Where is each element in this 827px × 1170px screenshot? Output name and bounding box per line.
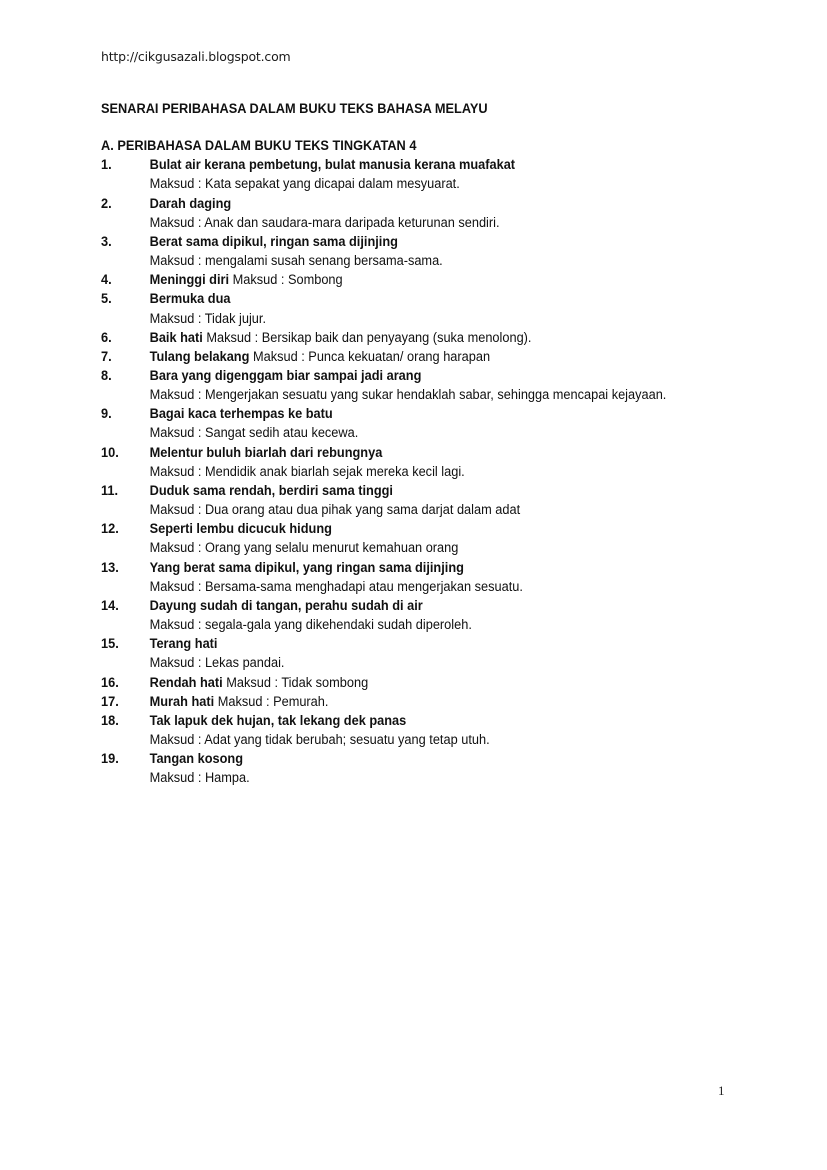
- proverb-phrase: Tak lapuk dek hujan, tak lekang dek panas: [149, 712, 407, 729]
- list-item: [101, 482, 713, 520]
- proverb-phrase: Duduk sama rendah, berdiri sama tinggi: [149, 482, 393, 499]
- proverb-meaning: Maksud : Orang yang selalu menurut kemahuan orang: [149, 540, 459, 557]
- item-body: [150, 520, 713, 558]
- proverb-phrase: Tangan kosong: [149, 751, 244, 768]
- item-number: 12.: [101, 521, 119, 538]
- item-number: 4.: [101, 272, 112, 289]
- document-body: [101, 100, 713, 788]
- item-number: 2.: [101, 195, 112, 212]
- item-number: 18.: [101, 712, 119, 729]
- item-number: 10.: [101, 444, 119, 461]
- item-number: 5.: [101, 291, 112, 308]
- list-item: [101, 195, 713, 233]
- item-body: [150, 405, 713, 443]
- item-body: [150, 635, 713, 673]
- item-body: [150, 482, 713, 520]
- proverb-meaning: Maksud : Mendidik anak biarlah sejak mereka kecil lagi.: [149, 463, 465, 480]
- item-number: 7.: [101, 348, 112, 365]
- list-item: [101, 367, 713, 405]
- proverb-meaning: Maksud : Punca kekuatan/ orang harapan: [252, 348, 491, 365]
- proverb-phrase: Meninggi diri: [149, 272, 230, 289]
- proverb-meaning: Maksud : Sombong: [232, 272, 343, 289]
- proverb-meaning: Maksud : Hampa.: [149, 770, 250, 787]
- list-item: [101, 520, 713, 558]
- item-body: [150, 559, 713, 597]
- proverb-phrase: Dayung sudah di tangan, perahu sudah di air: [149, 597, 423, 614]
- item-body: [150, 693, 713, 712]
- list-item: [101, 405, 713, 443]
- item-number: 15.: [101, 636, 119, 653]
- item-body: [150, 290, 713, 328]
- proverb-phrase: Darah daging: [149, 195, 232, 212]
- item-body: [150, 348, 713, 367]
- proverb-meaning: Maksud : Tidak sombong: [226, 674, 369, 691]
- proverb-meaning: Maksud : Kata sepakat yang dicapai dalam mesyuarat.: [149, 176, 460, 193]
- proverb-phrase: Tulang belakang: [149, 348, 250, 365]
- document-title: SENARAI PERIBAHASA DALAM BUKU TEKS BAHASA MELAYU: [101, 101, 488, 117]
- section-heading: A. PERIBAHASA DALAM BUKU TEKS TINGKATAN 4: [101, 138, 417, 155]
- spacer: [101, 119, 713, 137]
- proverb-phrase: Bagai kaca terhempas ke batu: [149, 406, 333, 423]
- item-number: 17.: [101, 693, 119, 710]
- item-body: [150, 156, 713, 194]
- list-item: [101, 271, 713, 290]
- proverb-phrase: Baik hati: [149, 329, 203, 346]
- header-url: http://cikgusazali.blogspot.com: [101, 49, 291, 64]
- page-number: 1: [718, 1083, 725, 1098]
- list-item: [101, 597, 713, 635]
- proverb-phrase: Murah hati: [149, 693, 215, 710]
- list-item: [101, 329, 713, 348]
- proverb-phrase: Bulat air kerana pembetung, bulat manusia kerana muafakat: [149, 157, 516, 174]
- item-number: 16.: [101, 674, 119, 691]
- item-body: [150, 444, 713, 482]
- proverb-meaning: Maksud : Tidak jujur.: [149, 310, 266, 327]
- item-number: 8.: [101, 368, 112, 385]
- item-body: [150, 271, 713, 290]
- item-body: [150, 195, 713, 233]
- item-body: [150, 597, 713, 635]
- item-number: 11.: [101, 482, 119, 499]
- proverb-meaning: Maksud : Bersama-sama menghadapi atau mengerjakan sesuatu.: [149, 578, 523, 595]
- item-body: [150, 712, 713, 750]
- proverb-meaning: Maksud : Anak dan saudara-mara daripada keturunan sendiri.: [149, 214, 500, 231]
- list-item: [101, 233, 713, 271]
- proverb-meaning: Maksud : Lekas pandai.: [149, 655, 285, 672]
- proverb-meaning: Maksud : Bersikap baik dan penyayang (suka menolong).: [206, 329, 532, 346]
- list-item: [101, 674, 713, 693]
- proverb-phrase: Bara yang digenggam biar sampai jadi arang: [149, 368, 422, 385]
- proverb-meaning: Maksud : Mengerjakan sesuatu yang sukar hendaklah sabar, sehingga mencapai kejayaan.: [149, 387, 667, 404]
- proverb-phrase: Yang berat sama dipikul, yang ringan sama dijinjing: [149, 559, 464, 576]
- list-item: [101, 559, 713, 597]
- proverb-phrase: Terang hati: [149, 636, 218, 653]
- item-number: 6.: [101, 329, 112, 346]
- proverb-meaning: Maksud : Pemurah.: [217, 693, 329, 710]
- list-item: [101, 348, 713, 367]
- list-item: [101, 156, 713, 194]
- proverb-meaning: Maksud : Dua orang atau dua pihak yang sama darjat dalam adat: [149, 502, 521, 519]
- proverb-meaning: Maksud : mengalami susah senang bersama-sama.: [149, 253, 443, 270]
- proverb-phrase: Melentur buluh biarlah dari rebungnya: [149, 444, 383, 461]
- list-item: [101, 750, 713, 788]
- item-number: 19.: [101, 751, 119, 768]
- item-number: 3.: [101, 233, 112, 250]
- list-item: [101, 635, 713, 673]
- item-number: 1.: [101, 157, 112, 174]
- proverb-phrase: Seperti lembu dicucuk hidung: [149, 521, 332, 538]
- proverb-phrase: Rendah hati: [149, 674, 223, 691]
- list-item: [101, 290, 713, 328]
- proverb-list: [101, 156, 713, 788]
- item-body: [150, 329, 713, 348]
- item-body: [150, 674, 713, 693]
- item-body: [150, 233, 713, 271]
- proverb-meaning: Maksud : Adat yang tidak berubah; sesuatu yang tetap utuh.: [149, 731, 490, 748]
- item-number: 13.: [101, 559, 119, 576]
- item-body: [150, 750, 713, 788]
- proverb-phrase: Bermuka dua: [149, 291, 231, 308]
- list-item: [101, 712, 713, 750]
- proverb-meaning: Maksud : segala-gala yang dikehendaki sudah diperoleh.: [149, 617, 472, 634]
- item-body: [150, 367, 713, 405]
- item-number: 9.: [101, 406, 112, 423]
- list-item: [101, 693, 713, 712]
- list-item: [101, 444, 713, 482]
- proverb-phrase: Berat sama dipikul, ringan sama dijinjing: [149, 233, 398, 250]
- proverb-meaning: Maksud : Sangat sedih atau kecewa.: [149, 425, 359, 442]
- item-number: 14.: [101, 597, 119, 614]
